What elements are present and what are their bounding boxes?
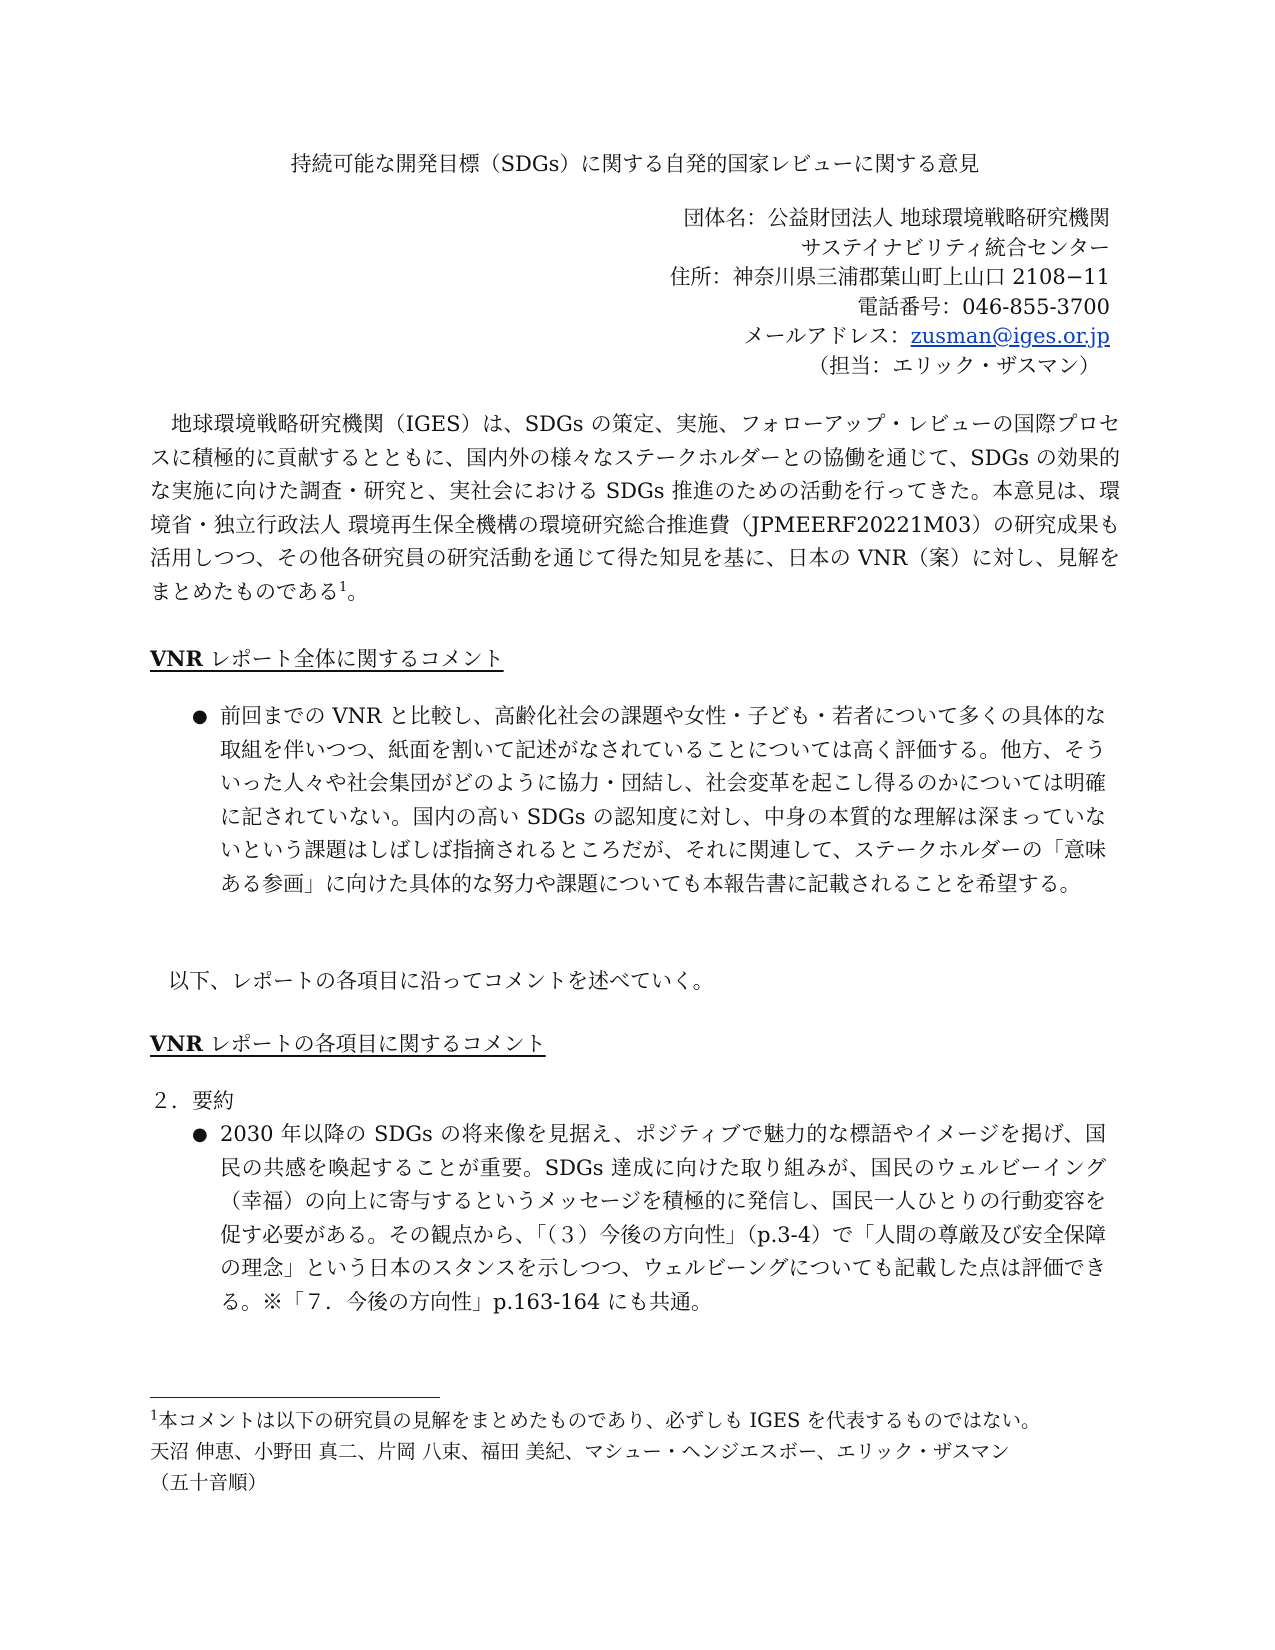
bullet-text: 前回までの VNR と比較し、高齢化社会の課題や女性・子ども・若者について多くの具体的な取組を伴いつつ、紙面を割いて記述がなされていることについては高く評価する。他方、そういった人々や社会集団がどのように協力・団結し、社会変革を起こし得るのかについては明確に記されていない。国内の高い SDGs の認知度に対し、中身の本質的な理解は深まっていないという課題はしばしば指摘されるところだが、それに関連して、ステークホルダーの「意味ある参画」に向けた具体的な努力や課題についても本報告書に記載されることを希望する。 (220, 704, 1106, 896)
organization-contact: （担当：エリック・ザスマン） (808, 353, 1100, 378)
item-label: ２．要約 (150, 1089, 234, 1113)
organization-email-line (670, 322, 1110, 352)
footnote-divider (150, 1397, 440, 1398)
intro-paragraph (150, 408, 1120, 609)
bullet-item (192, 700, 1106, 901)
heading-rest: レポート全体に関するコメント (202, 647, 504, 671)
organization-department: サステイナビリティ統合センター (800, 235, 1110, 260)
organization-address: 住所：神奈川県三浦郡葉山町上山口 2108−11 (669, 265, 1110, 289)
footnote (150, 1405, 1120, 1498)
bullet-text: 2030 年以降の SDGs の将来像を見据え、ポジティブで魅力的な標語やイメージを掲げ、国民の共感を喚起することが重要。SDGs 達成に向けた取り組みが、国民のウェルビーイング（幸福）の向上に寄与するというメッセージを積極的に発信し、国民一人ひとりの行動変容を促す必要がある。その観点から、「（３）今後の方向性」（p.3-4）で「人間の尊厳及び安全保障の理念」という日本のスタンスを示しつつ、ウェルビーングについても記載した点は評価できる。※「７．今後の方向性」p.163-164 にも共通。 (220, 1122, 1106, 1314)
bullet-icon: ● (192, 1124, 208, 1145)
footnote-number: 1 (150, 1408, 159, 1424)
transition-text: 以下、レポートの各項目に沿ってコメントを述べていく。 (168, 969, 714, 993)
document-title: 持続可能な開発目標（SDGs）に関する自発的国家レビューに関する意見 (290, 152, 980, 176)
intro-end: 。 (347, 579, 369, 604)
organization-name: 団体名：公益財団法人 地球環境戦略研究機関 (683, 206, 1110, 230)
intro-text: 地球環境戦略研究機関（IGES）は、SDGs の策定、実施、フォローアップ・レビューの国際プロセスに積極的に貢献するとともに、国内外の様々なステークホルダーとの協働を通じて、SDGs の効果的な実施に向けた調査・研究と、実社会における SDGs 推進のための活動を行ってきた。本意見は、環境省・独立行政法人 環境再生保全機構の環境研究総合推進費（JPMEERF20221M03）の研究成果も活用しつつ、その他各研究員の研究活動を通じて得た知見を基に、日本の VNR（案）に対し、見解をまとめたものである (150, 412, 1120, 604)
organization-block (670, 204, 1110, 381)
heading-rest: レポートの各項目に関するコメント (202, 1032, 546, 1056)
section-heading-items (150, 1028, 546, 1060)
footnote-text: 本コメントは以下の研究員の見解をまとめたものであり、必ずしも IGES を代表するものではない。 (158, 1409, 1041, 1432)
organization-phone: 電話番号：046-855-3700 (857, 294, 1110, 319)
footnote-ref[interactable]: 1 (339, 579, 348, 595)
footnote-line1 (150, 1405, 1120, 1436)
bullet-icon: ● (192, 706, 208, 727)
email-label: メールアドレス： (743, 324, 911, 348)
email-link[interactable]: zusman@iges.or.jp (910, 324, 1110, 348)
document-page (150, 0, 1120, 1650)
footnote-line2: 天沼 伸恵、小野田 真二、片岡 八束、福田 美紀、マシュー・ヘンジエスボー、エリック・ザスマン (150, 1440, 1010, 1463)
section-heading-overall (150, 643, 504, 675)
footnote-line3: （五十音順） (150, 1471, 268, 1494)
bullet-item (192, 1118, 1106, 1319)
heading-bold: VNR (150, 1031, 203, 1056)
heading-bold: VNR (150, 646, 203, 671)
